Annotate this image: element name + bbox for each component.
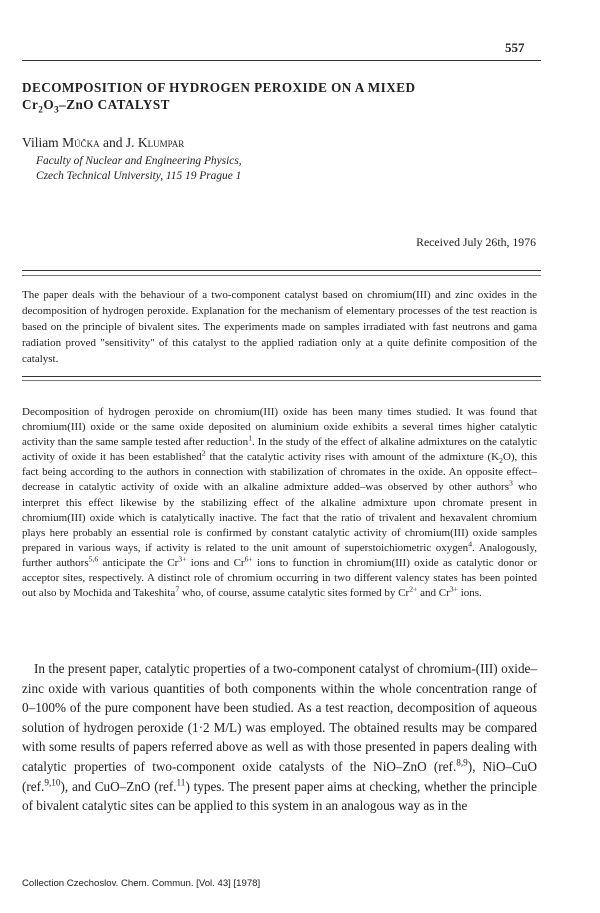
header-rule	[22, 60, 541, 61]
intro-paragraph: Decomposition of hydrogen peroxide on chromium(III) oxide has been many times studied. It was found that chromium(III) oxide or the same oxide deposited on aluminium oxide exhibits a several times higher catalytic activity than the same sample tested after reduction$^1$. In the study of the effect of alkaline admixtures on the catalytic activity of oxide it has been established$^2$ that the catalytic activity rises with amount of the admixture $(K_2O)$, this fact being according to the authors in connection with stabilization of chromates in the oxide. An opposite effect–decrease in catalytic activity of oxide with an alkaline admixture added–was observed by other authors$^3$ who interpret this effect likewise by the stabilizing effect of the alkaline admixture upon chromate present in chromium(III) oxide which is catalytically inactive. The fact that the ratio of trivalent and hexavalent chromium plays here probably an essential role is confirmed by constant catalytic activity of chromium(III) oxide samples prepared in various ways, if activity is related to the unit amount of superstoichiometric oxygen$^4$. Analogously, further authors$^{5,6}$ anticipate the $Cr^{3+}$ ions and $Cr^{6+}$ ions to function in chromium(III) oxide as catalytic donor or acceptor sites, respectively. A distinct role of chromium occurring in two different valency states has been pointed out also by Mochida and Takeshita$^7$ who, of course, assume catalytic sites formed by $Cr^{2+}$ and $Cr^{3+}$ ions.	[22, 406, 538, 600]
body-paragraph-2: In the present paper, catalytic properties of a two-component catalyst of chromium-(III) oxide–zinc oxide with various quantities of both components within the whole concentration range of 0–100% of the pure component have been studied. As a test reaction, decomposition of aqueous solution of hydrogen peroxide (1·2 M/L) was employed. The obtained results may be compared with some results of papers referred above as well as with those presented in papers dealing with catalytic properties of two-component oxide catalysts of the NiO–ZnO (ref.$^{8,9}$), NiO–CuO (ref.$^{9,10}$), and CuO–ZnO (ref.$^{11}$) types. The present paper aims at checking, whether the principle of bivalent catalytic sites can be applied to this system in an analogous way as in the	[22, 661, 538, 814]
affiliation-line-1: Faculty of Nuclear and Engineering Physics,	[36, 155, 242, 167]
received-date: Received July 26th, 1976	[416, 235, 536, 249]
affiliation-line-2: Czech Technical University, 115 19 Prague 1	[36, 170, 242, 182]
article-title-line-2: $Cr_2O_3$–ZnO CATALYST	[22, 97, 170, 115]
journal-footer: Collection Czechoslov. Chem. Commun. [Vol. 43] [1978]	[22, 878, 261, 889]
abstract-rule-bottom-1	[22, 376, 541, 377]
author-1-first: Viliam	[22, 135, 63, 150]
abstract-rule-top-2	[22, 275, 541, 276]
abstract-text: The paper deals with the behaviour of a two-component catalyst based on chromium(III) and zinc oxides in the decomposition of hydrogen peroxide. Explanation for the mechanism of elementary processes of the test reaction is based on the principle of bivalent sites. The experiments made on samples irradiated with fast neutrons and gama radiation proved "sensitivity" of this catalyst to the applied radiation only at a quite definite composition of the catalyst.	[22, 289, 537, 365]
author-2-last: Klumpar	[137, 135, 185, 150]
authors	[22, 135, 184, 151]
abstract-rule-top-1	[22, 270, 541, 271]
page-number: 557	[505, 40, 525, 55]
authors-and: and J.	[99, 135, 138, 150]
abstract	[22, 287, 537, 367]
article-title-line-1: DECOMPOSITION OF HYDROGEN PEROXIDE ON A MIXED	[22, 80, 416, 95]
abstract-rule-bottom-2	[22, 380, 541, 381]
author-1-last: Múčka	[62, 135, 100, 150]
